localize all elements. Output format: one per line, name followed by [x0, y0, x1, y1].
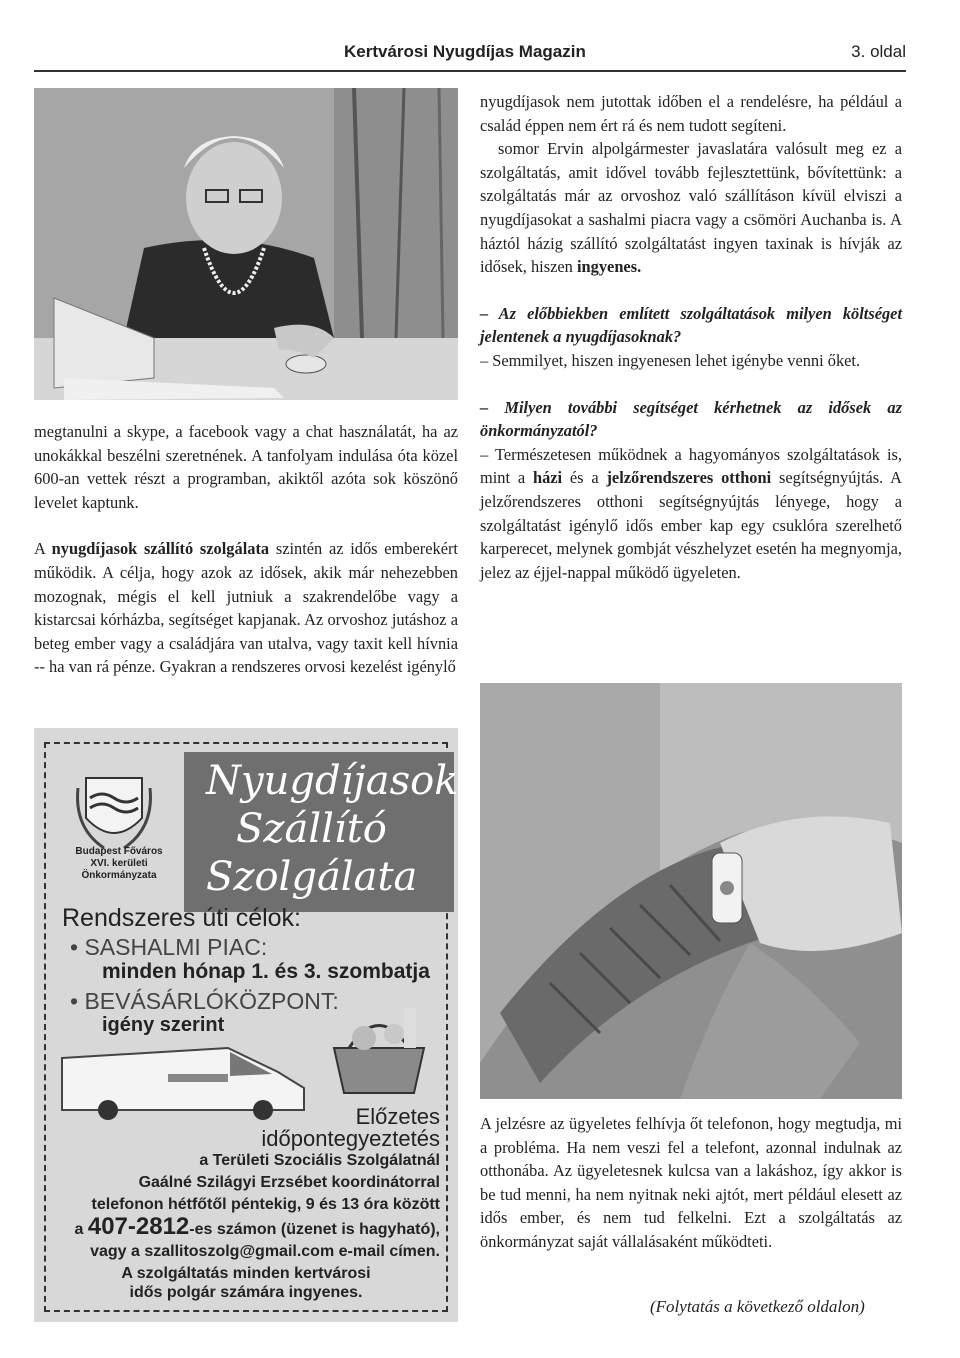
free-service-note: A szolgáltatás minden kertvárosi idős polgár számára ingyenes.: [121, 1265, 371, 1301]
route-market: • SASHALMI PIAC:: [70, 934, 268, 960]
bottom-right-text: [480, 1112, 902, 1254]
email-line: vagy a szallitoszolg@gmail.com e-mail címen.: [90, 1243, 440, 1260]
continuation-note: (Folytatás a következő oldalon): [650, 1297, 865, 1316]
magazine-title: Kertvárosi Nyugdíjas Magazin: [344, 42, 586, 61]
paragraph-continued: nyugdíjasok nem jutottak időben el a rendelésre, ha például a család éppen nem ért rá és nem tudott segíteni.: [480, 92, 902, 135]
page-number: 3. oldal: [851, 42, 906, 61]
municipality-label: Budapest Főváros XVI. kerületi Önkormányzata: [75, 846, 163, 881]
shopping-basket-icon: [324, 998, 434, 1098]
route-shopping-center: • BEVÁSÁRLÓKÖZPONT:: [70, 988, 339, 1014]
poster-title-line2: Szállító: [236, 806, 387, 852]
transport-service-poster: [34, 728, 458, 1322]
paragraph-service-extension: somor Ervin alpolgármester javaslatára valósult meg ez a szolgáltatás, amit idővel tovább fejlesztettünk, bővítettünk: a szolgáltatás már az orvoshoz való szállításon kívül elviszi a nyugdíjasokat a sashalmi piacra vagy a csömöri Auchanba is. A háztól házig szállító szolgáltatást ingyen taxinak is hívják az idősek, hiszen ingyenes.: [480, 139, 902, 277]
right-column: [480, 90, 902, 584]
route-market-schedule: minden hónap 1. és 3. szombatja: [102, 960, 430, 983]
poster-title-line3: Szolgálata: [206, 854, 418, 900]
routes-title: Rendszeres úti célok:: [62, 904, 302, 932]
paragraph-transport-service: A nyugdíjasok szállító szolgálata szintén az idős emberekért működik. A célja, hogy azok az idősek, akik már nehezebben mozognak, mégis el kell jutniuk a szakrendelőbe vagy a kistarcsai kórházba, segítséget kapjanak. Az orvoshoz jutáshoz a beteg ember vagy a családjára van utalva, vagy taxit kell hívnia -- ha van rá pénze. Gyakran a rendszeres orvosi kezelést igénylő: [34, 539, 458, 677]
booking-info: Előzetes időpontegyeztetés a Területi Szociális Szolgálatnál Gaálné Szilágyi Erzsébet koordinátorral telefonon hétfőtől péntekig, 9 és 13 óra között a 407-2812-es számon (üzenet is hagyható), vagy a szallitoszolg@gmail.com e-mail címen.: [74, 1106, 440, 1263]
question-costs: – Az előbbiekben említett szolgáltatások milyen költséget jelentenek a nyugdíjasoknak?: [480, 303, 902, 347]
paragraph-skype: megtanulni a skype, a facebook vagy a chat használatát, ha az unokákkal beszélni szeretnének. A tanfolyam indulása óta közel 600-an vettek részt a programban, akiktől azóta sok köszönő levelet kaptunk.: [34, 422, 458, 512]
poster-title-line1: Nyugdíjasok: [206, 758, 458, 804]
page-header: [34, 38, 906, 72]
left-column: [34, 420, 458, 679]
elderly-woman-laptop-photo: [34, 88, 458, 400]
route-shopping-schedule: igény szerint: [102, 1014, 225, 1036]
wrist-alarm-bracelet-photo: [480, 683, 902, 1099]
coat-of-arms-icon: [74, 768, 154, 852]
phone-number: 407-2812: [87, 1213, 190, 1240]
paragraph-dispatcher: A jelzésre az ügyeletes felhívja őt telefonon, hogy megtudja, mi a probléma. Ha nem veszi fel a telefont, azonnal indulnak az otthonába. Az ügyeletesnek kulcsa van a lakáshoz, így akkor is be tud menni, ha nem nyitnak neki ajtót, mert például elesett az idős ember, és nem tud felkelni. Ezt a szolgáltatás az önkormányzat saját vállalásaként működteti.: [480, 1114, 902, 1251]
answer-costs: – Semmilyet, hiszen ingyenesen lehet igénybe venni őket.: [480, 350, 861, 370]
answer-further-help: – Természetesen működnek a hagyományos szolgáltatások is, mint a házi és a jelzőrendszeres otthoni segítségnyújtás. A jelzőrendszeres otthoni segítségnyújtás lényege, hogy a szolgáltatást igénylő idős ember kap egy csuklóra szerelhető karperecet, melynek gombját vészhelyzet esetén ha megnyomja, jelez az éjjel-nappal működő ügyeleten.: [480, 444, 902, 582]
question-further-help: – Milyen további segítséget kérhetnek az idősek az önkormányzatól?: [480, 397, 902, 441]
